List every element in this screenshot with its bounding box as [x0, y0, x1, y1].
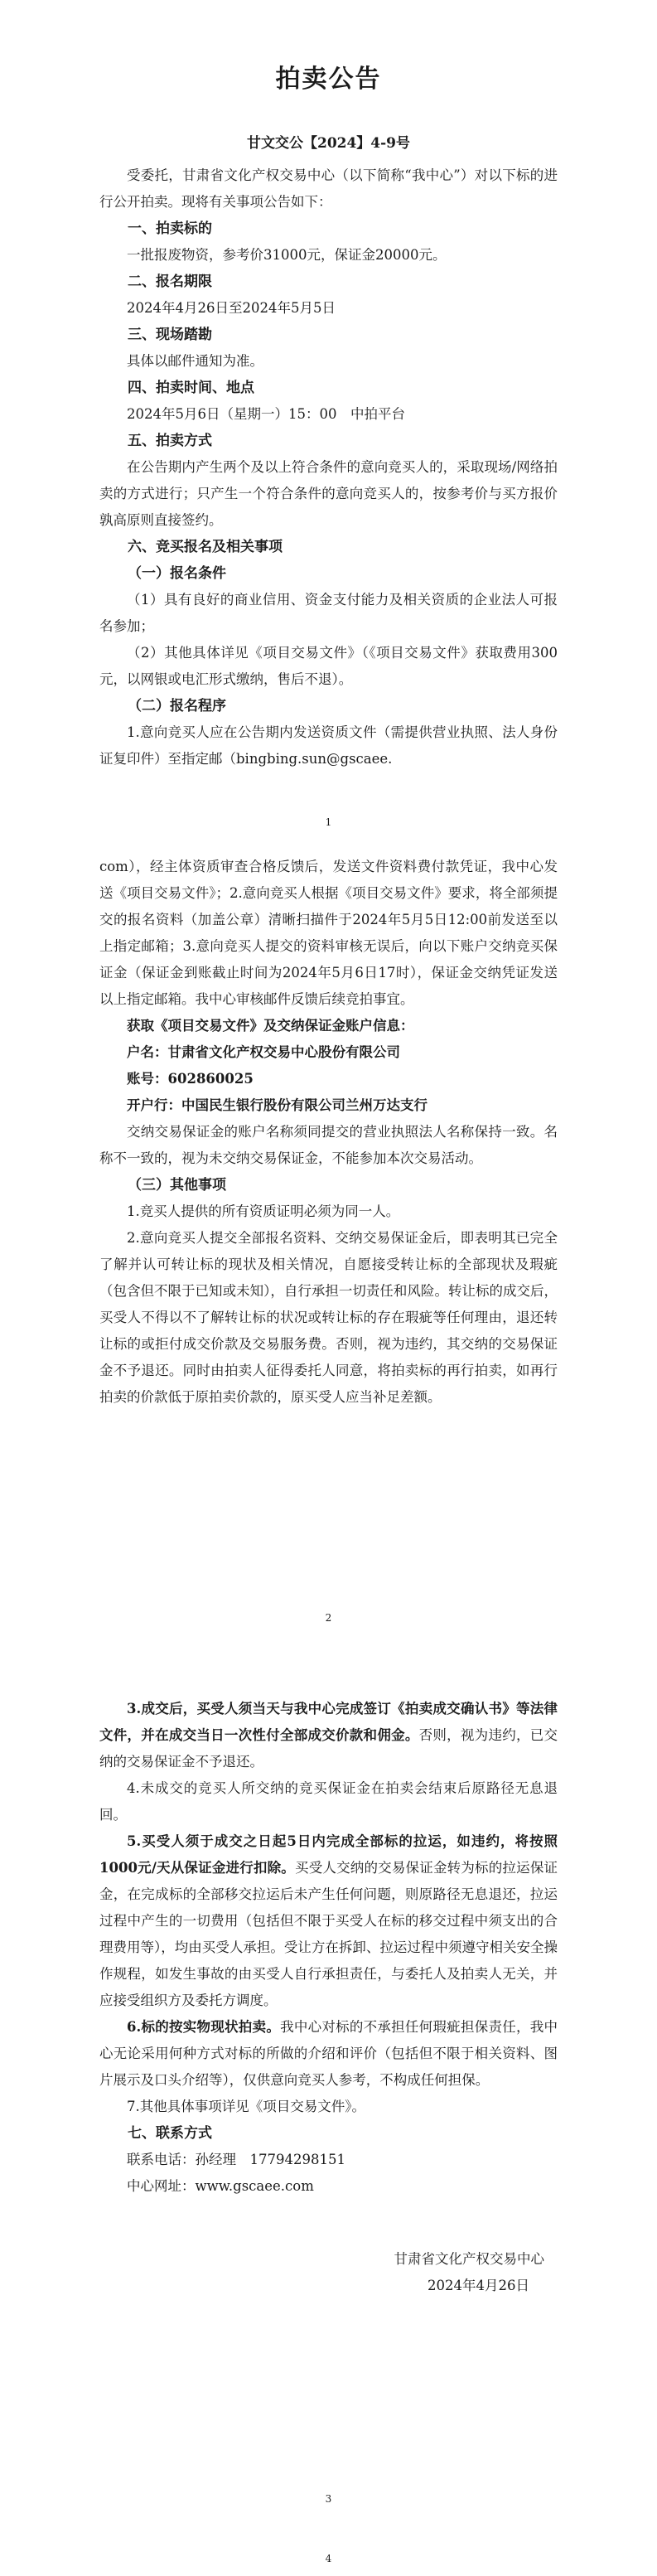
- section-2-body: 2024年4月26日至2024年5月5日: [127, 300, 336, 316]
- other-item-6: [99, 2014, 558, 2094]
- account-bank: 开户行：中国民生银行股份有限公司兰州万达支行: [127, 1097, 428, 1113]
- section-4-body: 2024年5月6日（星期一）15：00 中拍平台: [127, 406, 405, 422]
- page-1-body: [99, 162, 558, 772]
- page-number: 2: [325, 1612, 332, 1624]
- section-6-heading: 六、竞买报名及相关事项: [128, 539, 283, 555]
- section-5-heading: 五、拍卖方式: [128, 433, 212, 449]
- subsection-registration-conditions: （一）报名条件: [128, 565, 226, 582]
- other-item-6-rest: 我中心对标的不承担任何瑕疵担保责任，我中心无论采用何种方式对标的所做的介绍和评价（包括但不限于相关资料、图片展示及口头介绍等），仅供意向竞买人参考，不构成任何担保。: [99, 2019, 558, 2088]
- section-1-heading: 一、拍卖标的: [128, 220, 212, 237]
- other-item-5-emphasis: 5.买受人须于成交之日起5日内完成全部标的拉运，如违约，将按照1000元/天从保证金进行扣除。: [99, 1833, 558, 1876]
- other-item-5-rest: 买受人交纳的交易保证金转为标的拉运保证金，在完成标的全部移交拉运后未产生任何问题，则原路径无息退还，拉运过程中产生的一切费用（包括但不限于买受人在标的移交过程中须支出的合理费用等），均由买受人承担。受让方在拆卸、拉运过程中须遵守相关安全操作规程，如发生事故的由买受人自行承担责任，与委托人及拍卖人无关，并应接受组织方及委托方调度。: [99, 1860, 558, 2008]
- document-number: 甘文交公【2024】4-9号: [246, 135, 411, 152]
- page-title: 拍卖公告: [275, 65, 382, 94]
- section-4-heading: 四、拍卖时间、地点: [128, 380, 254, 396]
- page-3-body: [99, 1696, 558, 2299]
- other-item-6-emphasis: 6.标的按实物现状拍卖。: [127, 2019, 281, 2035]
- page-3: [0, 1625, 657, 2520]
- page-number: 4: [325, 2553, 332, 2564]
- other-item-3-rest: 否则，视为违约，已交纳的交易保证金不予退还。: [99, 1727, 558, 1770]
- procedure-paragraph-start: 1.意向竞买人应在公告期内发送资质文件（需提供营业执照、法人身份证复印件）至指定邮（bingbing.sun@gscaee.: [99, 724, 558, 767]
- condition-1: （1）具有良好的商业信用、资金支付能力及相关资质的企业法人可报名参加；: [99, 592, 558, 634]
- signature-organization: 甘肃省文化产权交易中心: [394, 2251, 544, 2267]
- other-item-3-emphasis: 3.成交后，买受人须当天与我中心完成签订《拍卖成交确认书》等法律文件，并在成交当日一次性付全部成交价款和佣金。: [99, 1701, 558, 1743]
- signature-date: 2024年4月26日: [428, 2278, 529, 2293]
- other-item-7: 7.其他具体事项详见《项目交易文件》。: [127, 2099, 365, 2114]
- contact-website: 中心网址：www.gscaee.com: [127, 2178, 314, 2194]
- account-number: 账号：602860025: [127, 1071, 254, 1087]
- other-item-1: 1.竞买人提供的所有资质证明必须为同一人。: [127, 1203, 400, 1219]
- other-item-4: 4.未成交的竞买人所交纳的竞买保证金在拍卖会结束后原路径无息退回。: [99, 1780, 558, 1823]
- page-1: [0, 0, 657, 829]
- condition-2: （2）其他具体详见《项目交易文件》（《项目交易文件》获取费用300元，以网银或电汇形式缴纳，售后不退）。: [99, 645, 558, 687]
- section-3-heading: 三、现场踏勘: [128, 327, 212, 343]
- page-2-body: [99, 854, 558, 1411]
- section-5-body: 在公告期内产生两个及以上符合条件的意向竞买人的，采取现场/网络拍卖的方式进行；只产生一个符合条件的意向竞买人的，按参考价与买方报价孰高原则直接签约。: [99, 459, 558, 528]
- other-item-3: [99, 1696, 558, 1775]
- other-item-2: 2.意向竞买人提交全部报名资料、交纳交易保证金后，即表明其已完全了解并认可转让标的现状及相关情况，自愿接受转让标的全部现状及瑕疵（包含但不限于已知或未知），自行承担一切责任和风险。转让标的成交后，买受人不得以不了解转让标的状况或转让标的存在瑕疵等任何理由，退还转让标的或拒付成交价款及交易服务费。否则，视为违约，其交纳的交易保证金不予退还。同时由拍卖人征得委托人同意，将拍卖标的再行拍卖，如再行拍卖的价款低于原拍卖价款的，原买受人应当补足差额。: [99, 1230, 558, 1405]
- page-4: [0, 2520, 657, 2576]
- account-info-title: 获取《项目交易文件》及交纳保证金账户信息：: [127, 1018, 414, 1034]
- contact-phone: 联系电话：孙经理 17794298151: [127, 2152, 345, 2167]
- section-2-heading: 二、报名期限: [128, 274, 212, 290]
- procedure-paragraph-continued: com），经主体资质审查合格反馈后，发送文件资料费付款凭证，我中心发送《项目交易文件》；2.意向竞买人根据《项目交易文件》要求，将全部须提交的报名资料（加盖公章）清晰扫描件于2024年5月5日12:00前发送至以上指定邮箱；3.意向竞买人提交的资料审核无误后，向以下账户交纳竞买保证金（保证金到账截止时间为2024年5月6日17时），保证金交纳凭证发送以上指定邮箱。我中心审核邮件反馈后续竞拍事宜。: [99, 859, 558, 1007]
- account-name: 户名：甘肃省文化产权交易中心股份有限公司: [127, 1044, 400, 1060]
- intro-paragraph: 受委托，甘肃省文化产权交易中心（以下简称“我中心”）对以下标的进行公开拍卖。现将有关事项公告如下：: [99, 167, 558, 210]
- subsection-other-matters: （三）其他事项: [128, 1177, 226, 1194]
- page-2: [0, 829, 657, 1625]
- section-1-body: 一批报废物资，参考价31000元，保证金20000元。: [127, 247, 447, 263]
- section-7-heading: 七、联系方式: [128, 2125, 212, 2142]
- other-item-5: [99, 1828, 558, 2014]
- section-3-body: 具体以邮件通知为准。: [127, 353, 263, 369]
- account-note: 交纳交易保证金的账户名称须同提交的营业执照法人名称保持一致。名称不一致的，视为未交纳交易保证金，不能参加本次交易活动。: [99, 1124, 558, 1166]
- page-number: 1: [325, 816, 332, 828]
- subsection-registration-procedure: （二）报名程序: [128, 698, 226, 714]
- page-number: 3: [325, 2493, 332, 2505]
